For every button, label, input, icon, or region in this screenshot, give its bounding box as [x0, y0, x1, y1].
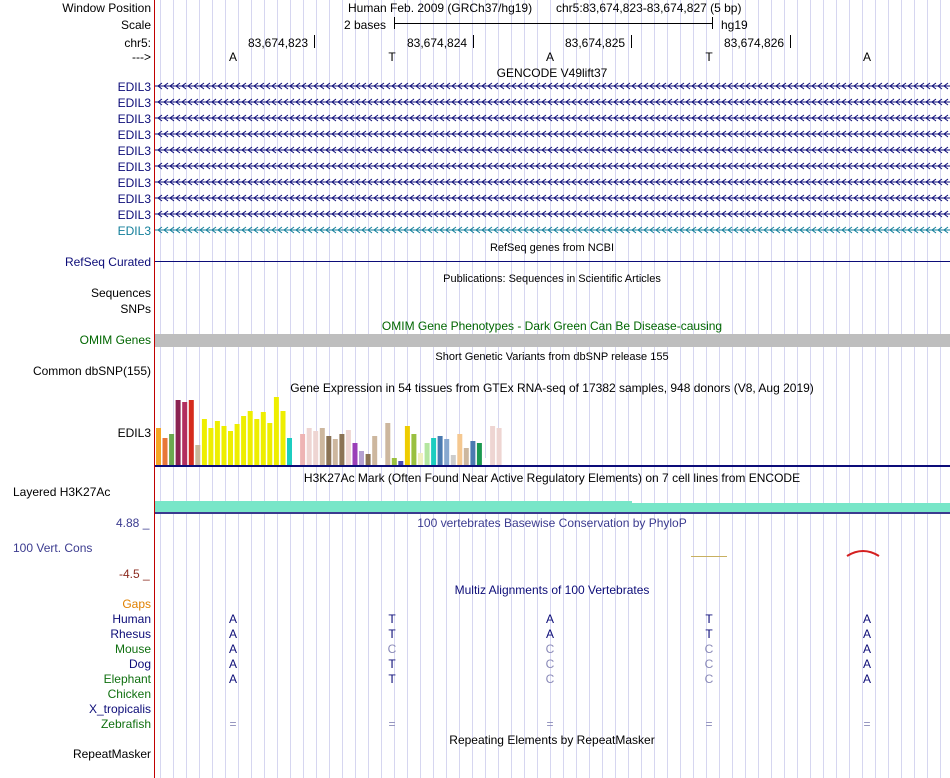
gtex-tissue-bar[interactable]: [326, 436, 331, 465]
coord-label: 83,674,824: [407, 36, 468, 50]
alignment-base: =: [863, 717, 871, 731]
publications-sequences-label[interactable]: Sequences: [90, 286, 151, 300]
gtex-gene-label[interactable]: EDIL3: [117, 426, 151, 440]
gtex-tissue-bar[interactable]: [248, 411, 253, 465]
gtex-tissue-bar[interactable]: [176, 400, 181, 465]
gtex-tissue-bar[interactable]: [274, 397, 279, 465]
gtex-tissue-bar[interactable]: [267, 423, 272, 465]
coord-tick: [790, 35, 791, 48]
gtex-tissue-bar[interactable]: [287, 438, 292, 465]
alignment-base: =: [388, 717, 396, 731]
species-label-chicken: Chicken: [107, 687, 151, 701]
refseq-track-label[interactable]: RefSeq Curated: [64, 255, 151, 269]
gtex-tissue-bar[interactable]: [484, 458, 489, 465]
gtex-tissue-bar[interactable]: [313, 431, 318, 465]
gtex-tissue-bar[interactable]: [457, 434, 462, 465]
alignment-base: C: [545, 642, 555, 656]
gtex-tissue-bar[interactable]: [497, 428, 502, 465]
gtex-tissue-bar[interactable]: [195, 445, 200, 465]
gtex-tissue-bar[interactable]: [470, 441, 475, 465]
gencode-gene-line[interactable]: [155, 209, 950, 219]
species-label-elephant: Elephant: [103, 672, 151, 686]
alignment-base: A: [228, 612, 238, 626]
gencode-gene-line[interactable]: [155, 97, 950, 107]
gencode-gene-line[interactable]: [155, 81, 950, 91]
gtex-tissue-bar[interactable]: [392, 458, 397, 465]
phylop-max-label: 4.88 _: [116, 516, 150, 530]
dbsnp-track-label[interactable]: Common dbSNP(155): [32, 364, 151, 378]
gtex-tissue-bar[interactable]: [320, 428, 325, 465]
gtex-track-title: Gene Expression in 54 tissues from GTEx RNA-seq of 17382 samples, 948 donors (V8, Aug 2019): [290, 381, 814, 395]
gtex-tissue-bar[interactable]: [353, 443, 358, 465]
scale-text: 2 bases: [344, 18, 387, 32]
omim-track-title: OMIM Gene Phenotypes - Dark Green Can Be Disease-causing: [381, 319, 723, 333]
gtex-tissue-bar[interactable]: [339, 434, 344, 465]
alignment-base: A: [228, 642, 238, 656]
strand-label: --->: [132, 50, 151, 64]
chrom-label: chr5:: [124, 36, 151, 50]
gencode-gene-line[interactable]: [155, 129, 950, 139]
gtex-tissue-bar[interactable]: [425, 443, 430, 465]
alignment-base: C: [545, 672, 555, 686]
coord-label: 83,674,823: [248, 36, 309, 50]
species-label-x-tropicalis: X_tropicalis: [88, 702, 151, 716]
gtex-tissue-bar[interactable]: [418, 453, 423, 465]
gtex-tissue-bar[interactable]: [431, 438, 436, 465]
gencode-gene-line[interactable]: [155, 225, 950, 235]
alignment-base: C: [704, 642, 714, 656]
gtex-tissue-bar[interactable]: [333, 439, 338, 465]
gtex-tissue-bar[interactable]: [202, 419, 207, 465]
species-label-mouse: Mouse: [114, 642, 151, 656]
gtex-tissue-bar[interactable]: [208, 428, 213, 465]
alignment-base: A: [545, 627, 555, 641]
gencode-gene-line[interactable]: [155, 193, 950, 203]
gencode-gene-line[interactable]: [155, 113, 950, 123]
gtex-tissue-bar[interactable]: [281, 411, 286, 465]
repeatmasker-track-title: Repeating Elements by RepeatMasker: [449, 733, 655, 747]
gtex-tissue-bar[interactable]: [385, 423, 390, 465]
h3k27ac-track-title: H3K27Ac Mark (Often Found Near Active Regulatory Elements) on 7 cell lines from ENCODE: [303, 471, 801, 485]
gtex-tissue-bar[interactable]: [222, 426, 227, 465]
gtex-tissue-bar[interactable]: [169, 434, 174, 465]
refseq-track-title: RefSeq genes from NCBI: [489, 242, 615, 254]
gtex-tissue-bar[interactable]: [366, 454, 371, 465]
gtex-tissue-bar[interactable]: [490, 426, 495, 465]
gtex-tissue-bar[interactable]: [346, 430, 351, 465]
phylop-track-title: 100 vertebrates Basewise Conservation by PhyloP: [417, 516, 687, 530]
alignment-base: T: [388, 657, 396, 671]
alignment-base: A: [862, 642, 872, 656]
species-label-human: Human: [112, 612, 151, 626]
publications-track-title: Publications: Sequences in Scientific Articles: [443, 273, 661, 285]
alignment-base: A: [862, 612, 872, 626]
alignment-base: =: [546, 717, 554, 731]
gencode-item-label[interactable]: EDIL3: [117, 192, 151, 206]
gtex-bar-graph[interactable]: [155, 396, 950, 466]
species-label-rhesus: Rhesus: [110, 627, 151, 641]
multiz-gaps-label: Gaps: [122, 597, 151, 611]
sequence-base: A: [862, 50, 872, 64]
scale-bar: [394, 23, 712, 24]
alignment-base: C: [704, 672, 714, 686]
assembly-text: Human Feb. 2009 (GRCh37/hg19): [348, 1, 533, 15]
gtex-tissue-bar[interactable]: [451, 455, 456, 465]
h3k27ac-signal-left[interactable]: [155, 501, 632, 512]
alignment-base: =: [705, 717, 713, 731]
gtex-tissue-bar[interactable]: [254, 419, 259, 465]
gtex-tissue-bar[interactable]: [438, 436, 443, 465]
gtex-tissue-bar[interactable]: [261, 412, 266, 465]
gtex-tissue-bar[interactable]: [163, 438, 168, 465]
gtex-tissue-bar[interactable]: [215, 421, 220, 465]
alignment-base: T: [705, 627, 713, 641]
gtex-gene-line: [155, 465, 950, 467]
publications-snps-label[interactable]: SNPs: [120, 302, 151, 316]
track-data-area[interactable]: [155, 0, 950, 778]
alignment-base: =: [229, 717, 237, 731]
track-label-column: [0, 0, 154, 778]
gtex-tissue-bar[interactable]: [241, 416, 246, 465]
scale-bar-right-tick: [712, 17, 713, 29]
alignment-base: A: [545, 612, 555, 626]
gencode-item-label[interactable]: EDIL3: [117, 144, 151, 158]
gencode-item-label[interactable]: EDIL3: [117, 80, 151, 94]
gtex-tissue-bar[interactable]: [307, 428, 312, 465]
gtex-tissue-bar[interactable]: [156, 428, 161, 465]
alignment-base: T: [388, 627, 396, 641]
sequence-base: A: [228, 50, 238, 64]
sequence-base: A: [545, 50, 555, 64]
alignment-base: T: [388, 612, 396, 626]
species-label-dog: Dog: [128, 657, 151, 671]
alignment-base: C: [545, 657, 555, 671]
coord-tick: [473, 35, 474, 48]
dbsnp-track-title: Short Genetic Variants from dbSNP release 155: [435, 351, 669, 363]
gtex-tissue-bar[interactable]: [359, 451, 364, 465]
gtex-bars-svg: [155, 396, 950, 466]
gtex-tissue-bar[interactable]: [379, 458, 384, 465]
omim-track-label[interactable]: OMIM Genes: [79, 333, 151, 347]
gencode-item-label[interactable]: EDIL3: [117, 112, 151, 126]
db-text: hg19: [721, 18, 748, 32]
h3k27ac-signal-right[interactable]: [632, 503, 950, 512]
alignment-base: A: [228, 672, 238, 686]
gencode-gene-line[interactable]: [155, 145, 950, 155]
gtex-tissue-bar[interactable]: [411, 434, 416, 465]
alignment-base: A: [228, 657, 238, 671]
alignment-base: T: [705, 612, 713, 626]
gtex-tissue-bar[interactable]: [182, 402, 187, 465]
gencode-item-label[interactable]: EDIL3: [117, 208, 151, 222]
phylop-track-label[interactable]: 100 Vert. Cons: [13, 541, 93, 555]
gtex-tissue-bar[interactable]: [294, 457, 299, 465]
coord-tick: [631, 35, 632, 48]
coord-tick: [314, 35, 315, 48]
multiz-track-title: Multiz Alignments of 100 Vertebrates: [454, 583, 650, 597]
refseq-gene-line[interactable]: [155, 261, 950, 262]
gencode-item-label[interactable]: EDIL3: [117, 96, 151, 110]
alignment-base: C: [387, 642, 397, 656]
gencode-gene-line[interactable]: [155, 177, 950, 187]
alignment-base: A: [228, 627, 238, 641]
alignment-base: C: [704, 657, 714, 671]
alignment-base: A: [862, 672, 872, 686]
gencode-gene-line[interactable]: [155, 161, 950, 171]
gencode-item-label[interactable]: EDIL3: [117, 128, 151, 142]
gtex-tissue-bar[interactable]: [235, 424, 240, 465]
alignment-base: A: [862, 657, 872, 671]
phylop-low-signal: [691, 556, 727, 557]
gtex-tissue-bar[interactable]: [477, 443, 482, 465]
gtex-tissue-bar[interactable]: [464, 448, 469, 465]
omim-feature-bar[interactable]: [155, 334, 950, 347]
h3k27ac-track-label[interactable]: Layered H3K27Ac: [13, 485, 111, 499]
gtex-tissue-bar[interactable]: [372, 436, 377, 465]
gtex-tissue-bar[interactable]: [300, 434, 305, 465]
sequence-base: T: [388, 50, 396, 64]
gencode-track-title: GENCODE V49lift37: [496, 66, 608, 80]
alignment-base: T: [388, 672, 396, 686]
sequence-base: T: [705, 50, 713, 64]
alignment-base: A: [862, 627, 872, 641]
gtex-tissue-bar[interactable]: [189, 400, 194, 465]
gtex-tissue-bar[interactable]: [228, 431, 233, 465]
window-position-label: Window Position: [62, 1, 151, 15]
species-label-zebrafish: Zebrafish: [100, 717, 151, 731]
repeatmasker-track-label[interactable]: RepeatMasker: [72, 747, 151, 761]
h3k27ac-baseline: [155, 512, 950, 514]
gencode-item-label[interactable]: EDIL3: [117, 176, 151, 190]
coord-label: 83,674,825: [565, 36, 626, 50]
position-text: chr5:83,674,823-83,674,827 (5 bp): [556, 1, 742, 15]
phylop-min-label: -4.5 _: [119, 567, 150, 581]
coord-label: 83,674,826: [724, 36, 785, 50]
scale-label: Scale: [120, 18, 151, 32]
gtex-tissue-bar[interactable]: [405, 426, 410, 465]
gencode-item-label[interactable]: EDIL3: [117, 160, 151, 174]
gtex-tissue-bar[interactable]: [444, 439, 449, 465]
phylop-peak-icon: [845, 548, 881, 558]
gencode-item-label[interactable]: EDIL3: [117, 224, 151, 238]
